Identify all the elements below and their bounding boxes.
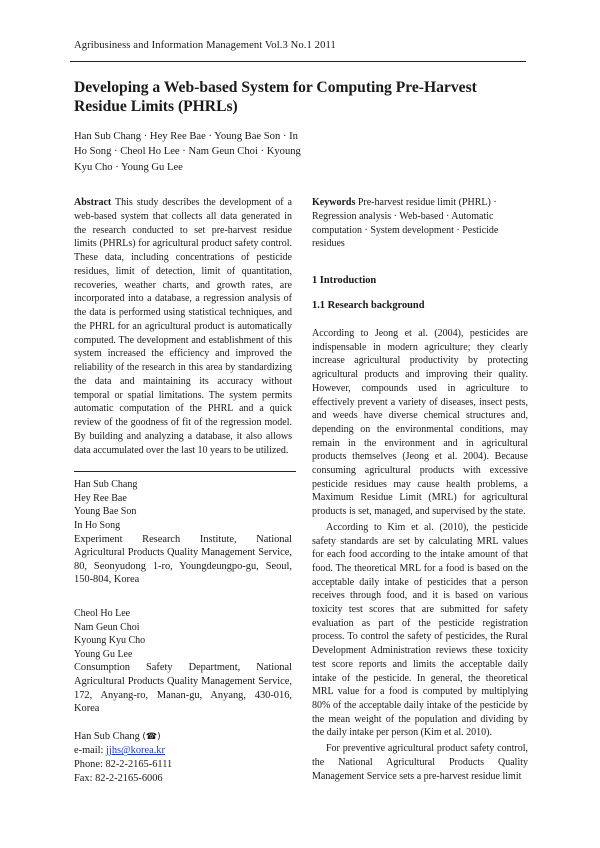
abstract-text: This study describes the development of a web-based system that collects all data generated in the research conducted to set pre-harvest residue limits (PHRLs) for agricultural product safety control. These data, including concentrations of pesticide residues, limit of detection, limit of quantitation, recoveries, weather charts, and growth rates, are incorporated into a database, a regression analysis of the data is performed using statistical techniques, and the PHRL for an agricultural product is automatically computed. The development and establishment of this system increased the efficiency and improved the reliability of the research in this area by standardizing the data and maintaining its accuracy without temporal or spatial limitations. The system permits automatic computation of the PHRL and a quick review of the goodness of fit of the regression model. By building and analyzing a database, it also allows data accumulated over the last 10 years to be utilized. <box>74 197 292 456</box>
corresponding-name-line <box>74 730 292 745</box>
affiliation-block-1 <box>74 478 292 587</box>
subsection-heading-background: 1.1 Research background <box>312 300 425 311</box>
section-heading-introduction: 1 Introduction <box>312 275 377 286</box>
corresponding-name: Han Sub Chang <box>74 730 140 742</box>
affiliation-author: In Ho Song <box>74 520 121 532</box>
body-paragraph-3: For preventive agricultural product safety control, the National Agricultural Products Quality Management Service sets a pre-harvest residue limit <box>312 743 528 782</box>
email-label: e-mail: <box>74 745 104 757</box>
abstract <box>74 196 292 457</box>
affiliation-author: Kyoung Kyu Cho <box>74 635 146 647</box>
body-paragraph-1: According to Jeong et al. (2004), pesticides are indispensable in modern agriculture; they clearly increase agricultural productivity by protecting agricultural products and improving their quality. However, compounds used in agriculture to effectively prevent a variety of diseases, insect pests, and weeds have diverse chemical structures and, depending on the environmental conditions, may remain in the environment and in agricultural products themselves (Jeong et al. 2004). Because consuming agricultural products with excessive pesticide residues may cause health problems, a Maximum Residue Limit (MRL) for agricultural products is set, managed, and supervised by the state. <box>312 328 528 518</box>
affiliation-address: Consumption Safety Department, National Agricultural Products Quality Management Service, 172, Anyang-ro, Manan-gu, Anyang, 430-016, Korea <box>74 662 292 715</box>
header-rule <box>70 61 526 62</box>
affiliation-block-2 <box>74 607 292 716</box>
journal-header: Agribusiness and Information Management Vol.3 No.1 2011 <box>74 40 336 51</box>
fax-number: Fax: 82-2-2165-6006 <box>74 772 163 784</box>
affiliation-author: Cheol Ho Lee <box>74 608 131 619</box>
affiliation-address: Experiment Research Institute, National Agricultural Products Quality Management Service, 80, Seonyudong 1-ro, Youngdeungpo-gu, Seoul, 150-804, Korea <box>74 533 292 586</box>
left-column <box>74 196 292 785</box>
telephone-icon: (☎) <box>142 731 161 742</box>
keywords-label: Keywords <box>312 197 356 208</box>
affiliation-author: Young Gu Lee <box>74 648 133 660</box>
email-link[interactable]: jjhs@korea.kr <box>106 745 165 757</box>
paper-title: Developing a Web-based System for Computing Pre-Harvest Residue Limits (PHRLs) <box>74 79 477 115</box>
phone-number: Phone: 82-2-2165-6111 <box>74 758 173 770</box>
affiliation-author: Young Bae Son <box>74 506 137 518</box>
keywords <box>312 196 528 251</box>
abstract-label: Abstract <box>74 197 112 208</box>
keywords-text: Pre-harvest residue limit (PHRL) · Regression analysis · Web-based · Automatic computation · System development · Pesticide residues <box>312 197 499 250</box>
right-column <box>312 196 528 783</box>
affiliation-author: Han Sub Chang <box>74 479 138 491</box>
affiliation-author: Hey Ree Bae <box>74 492 127 504</box>
footnote-rule <box>74 471 296 472</box>
author-list: Han Sub Chang · Hey Ree Bae · Young Bae Son · In Ho Song · Cheol Ho Lee · Nam Geun Choi · Kyoung Kyu Cho · Young Gu Lee <box>74 131 301 173</box>
body-paragraph-2: According to Kim et al. (2010), the pesticide safety standards are set by calculating MRL values for each food according to the intake amount of that food. The theoretical MRL for a food is based on the acceptable daily intake of pesticides that a person receives through food, and it is based on various toxicity test scores that are submitted for safety evaluation as part of the pesticide registration process. To control the safety of pesticides, the Rural Development Administration reviews these toxicity test score reports and limits the acceptable daily intake of the pesticide. In general, the theoretical MRL value for a food is computed by multiplying 80% of the acceptable daily intake of the pesticide by the mean weight of the population and dividing by the daily intake per person (Kim et al. 2010). <box>312 521 528 739</box>
affiliation-author: Nam Geun Choi <box>74 621 140 633</box>
corresponding-author <box>74 730 292 785</box>
email-line <box>74 744 292 758</box>
